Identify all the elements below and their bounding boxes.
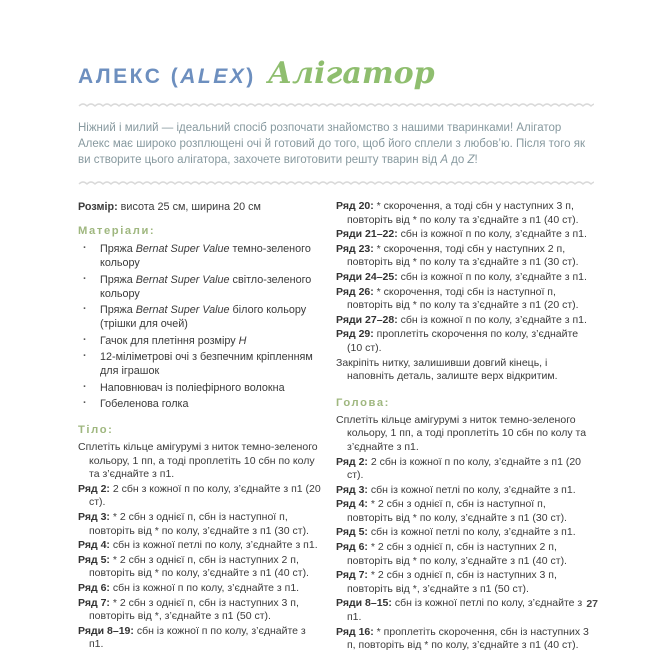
page-number: 27 [586,598,598,610]
instruction-line [336,498,594,525]
instruction-line [336,328,594,355]
row-label: Ряд 16: [336,625,377,638]
row-label: Ряди 8–15: [336,597,395,610]
page-title [78,56,594,91]
intro-paragraph [78,120,594,168]
text-run: Гачок для плетіння розміру [100,334,239,347]
material-item [78,334,322,348]
instruction-text: сбн із кожної п по колу, з’єднайте з п1. [400,270,587,283]
material-item [78,303,322,331]
bullet-glyph: · [83,272,87,285]
instruction-text: сбн із кожної п по колу, з’єднайте з п1. [400,313,587,326]
text-run: білого кольору (трішки для очей) [100,304,307,330]
text-run: ! [474,154,478,166]
body-instructions-continued [336,200,594,384]
row-label: Ряд 29: [336,328,377,341]
left-column [78,200,322,654]
row-label: Ряд 7: [336,569,371,582]
row-label: Ряд 7: [78,596,113,609]
instruction-text: * 2 сбн з однієї п, сбн із наступної п, повторіть від * по колу, з’єднайте з п1 (30 ст). [347,498,567,524]
row-label: Ряд 3: [78,510,113,523]
instruction-line [78,554,322,581]
instruction-line [336,271,594,285]
instruction-text: сбн із кожної петлі по колу, з’єднайте з п1. [370,526,576,539]
row-label: Ряд 26: [336,285,377,298]
instruction-text: * проплетіть скорочення, сбн із наступних 3 п, повторіть від * по колу, з’єднайте з п1 (40 ст). [347,625,589,652]
instruction-line [336,484,594,498]
row-label: Ряд 23: [336,242,377,255]
instruction-text: сбн із кожної п по колу, з’єднайте з п1. [89,624,306,651]
instruction-line [336,314,594,328]
instruction-line [78,441,322,482]
instruction-text: * скорочення, а тоді сбн у наступних 3 п, повторіть від * по колу та з’єднайте з п1 (40 ст). [347,200,579,226]
size-label: Розмір: [78,201,118,213]
text-run: H [238,334,247,347]
text-run: Bernat Super Value [135,273,230,286]
row-label: Ряд 20: [336,200,377,212]
row-label: Ряд 4: [336,498,371,511]
instruction-line [336,414,594,455]
instruction-text: * 2 сбн з однієї п, сбн із наступних 3 п, повторіть від *, з’єднайте з п1 (50 ст). [347,569,557,595]
instruction-text: 2 сбн з кожної п по колу, з’єднайте з п1 (20 ст). [89,482,321,509]
material-item [78,273,322,301]
bullet-glyph: · [83,303,87,315]
row-label: Ряди 27–28: [336,313,401,326]
title-script: Алігатор [267,56,435,91]
instruction-line [78,539,322,553]
right-column [336,200,594,654]
row-label: Ряд 6: [78,581,113,594]
instruction-line [336,526,594,540]
text-run: Bernat Super Value [135,243,230,255]
instruction-line [78,511,322,538]
row-label: Ряд 5: [78,553,113,566]
row-label: Ряд 6: [336,541,371,554]
size-line [78,200,322,214]
head-instructions [336,414,594,653]
size-value: висота 25 см, ширина 20 см [117,201,261,213]
text-run: Z [467,154,475,166]
text-run: Пряжа [100,243,136,255]
text-run: Bernat Super Value [135,304,230,316]
row-label: Ряд 2: [78,482,113,495]
instruction-line [78,597,322,624]
row-label: Ряди 21–22: [336,228,401,241]
bullet-glyph: · [83,242,87,254]
instruction-text: сбн із кожної п по колу, з’єднайте з п1. [112,581,300,594]
material-item [78,350,322,378]
text-run: 12-міліметрові очі з безпечним кріпленням для іграшок [100,351,313,377]
material-item [78,242,322,270]
instruction-text: сбн із кожної п по колу, з’єднайте з п1. [400,228,587,241]
text-run: до [447,154,468,166]
head-section-heading: Голова: [336,396,391,409]
instruction-text: сбн із кожної петлі по колу, з’єднайте з п1. [347,597,583,624]
body-instructions [78,441,322,652]
instruction-line [336,200,594,227]
instruction-line [336,569,594,596]
instruction-line [78,483,322,510]
instruction-line [336,228,594,242]
instruction-line [336,541,594,568]
content-columns [78,200,594,654]
row-label: Ряд 3: [336,483,371,496]
instruction-text: Сплетіть кільце амігурумі з ниток темно-зеленого кольору, 1 пп, а тоді проплетіть 10 сбн по колу та з’єднайте з п1. [336,413,587,453]
bullet-glyph: · [83,397,87,409]
instruction-text: * скорочення, тоді сбн у наступних 2 п, повторіть від * по колу та з’єднайте з п1 (30 ст). [347,242,579,269]
text-run: Ніжний і милий — ідеальний спосіб розпочати знайомство з нашими тваринками! Алігатор Алекс має широко розплющені очі й готовий до того, щоб його сплели з любов’ю. Після того як ви створите цього алігатора, захочете виготовити решту тварин від [78,122,585,166]
instruction-line [336,456,594,483]
instruction-text: * 2 сбн з однієї п, сбн із наступних 3 п, повторіть від *, з’єднайте з п1 (50 ст). [89,596,299,623]
material-item [78,397,322,411]
row-label: Ряди 8–19: [78,624,137,637]
instruction-text: * 2 сбн з однієї п, сбн із наступної п, повторіть від * по колу, з’єднайте з п1 (30 ст). [89,510,309,537]
instruction-text: * 2 сбн з однієї п, сбн із наступних 2 п, повторіть від * по колу, з’єднайте з п1 (40 ст). [89,553,309,580]
text-run: темно-зеленого кольору [100,243,311,269]
text-run: ) [246,65,256,88]
instruction-text: 2 сбн із кожної п по колу, з’єднайте з п1 (20 ст). [347,455,582,482]
text-run: Пряжа [100,304,136,316]
row-label: Ряди 24–25: [336,270,401,283]
instruction-text: проплетіть скорочення по колу, з’єднайте (10 ст). [347,328,579,354]
instruction-line [336,243,594,270]
instruction-line [78,582,322,596]
row-label: Ряд 2: [336,455,371,468]
instruction-text: * 2 сбн з однієї п, сбн із наступних 2 п, повторіть від * по колу, з’єднайте з п1 (40 ст). [347,541,567,567]
material-item [78,381,322,395]
instruction-text: сбн із кожної петлі по колу, з’єднайте з п1. [112,539,318,552]
title-main [78,65,256,89]
text-run: Наповнювач із поліефірного волокна [100,381,285,394]
text-run: Гобеленова голка [100,398,189,410]
instruction-text: Закріпіть нитку, залишивши довгий кінець, і наповніть деталь, залиште верх відкритим. [336,356,558,383]
instruction-line [78,625,322,652]
text-run: АЛЕКС ( [78,65,181,88]
instruction-line [336,357,594,384]
instruction-text: сбн із кожної петлі по колу, з’єднайте з п1. [370,483,576,496]
body-section-heading: Тіло: [78,424,114,436]
materials-list [78,242,322,411]
instruction-text: Сплетіть кільце амігурумі з ниток темно-зеленого кольору, 1 пп, а тоді проплетіть 10 сбн по колу та з’єднайте з п1. [78,441,318,481]
instruction-line [336,626,594,653]
bullet-glyph: · [83,380,87,393]
text-run: ALEX [180,65,247,88]
bullet-glyph: · [83,333,87,346]
text-run: Пряжа [100,273,136,286]
bullet-glyph: · [83,350,87,362]
row-label: Ряд 4: [78,539,113,552]
text-run: A [440,154,448,166]
wavy-divider-bottom [78,179,594,187]
instruction-line [336,286,594,313]
row-label: Ряд 5: [336,526,371,539]
text-run: світло-зеленого кольору [100,273,312,300]
instruction-line [336,597,594,624]
instruction-text: * скорочення, тоді сбн із наступної п, повторіть від * по колу та з’єднайте з п1 (20 ст). [347,285,579,312]
wavy-divider-top [78,101,594,109]
materials-heading: Матеріали: [78,225,156,237]
